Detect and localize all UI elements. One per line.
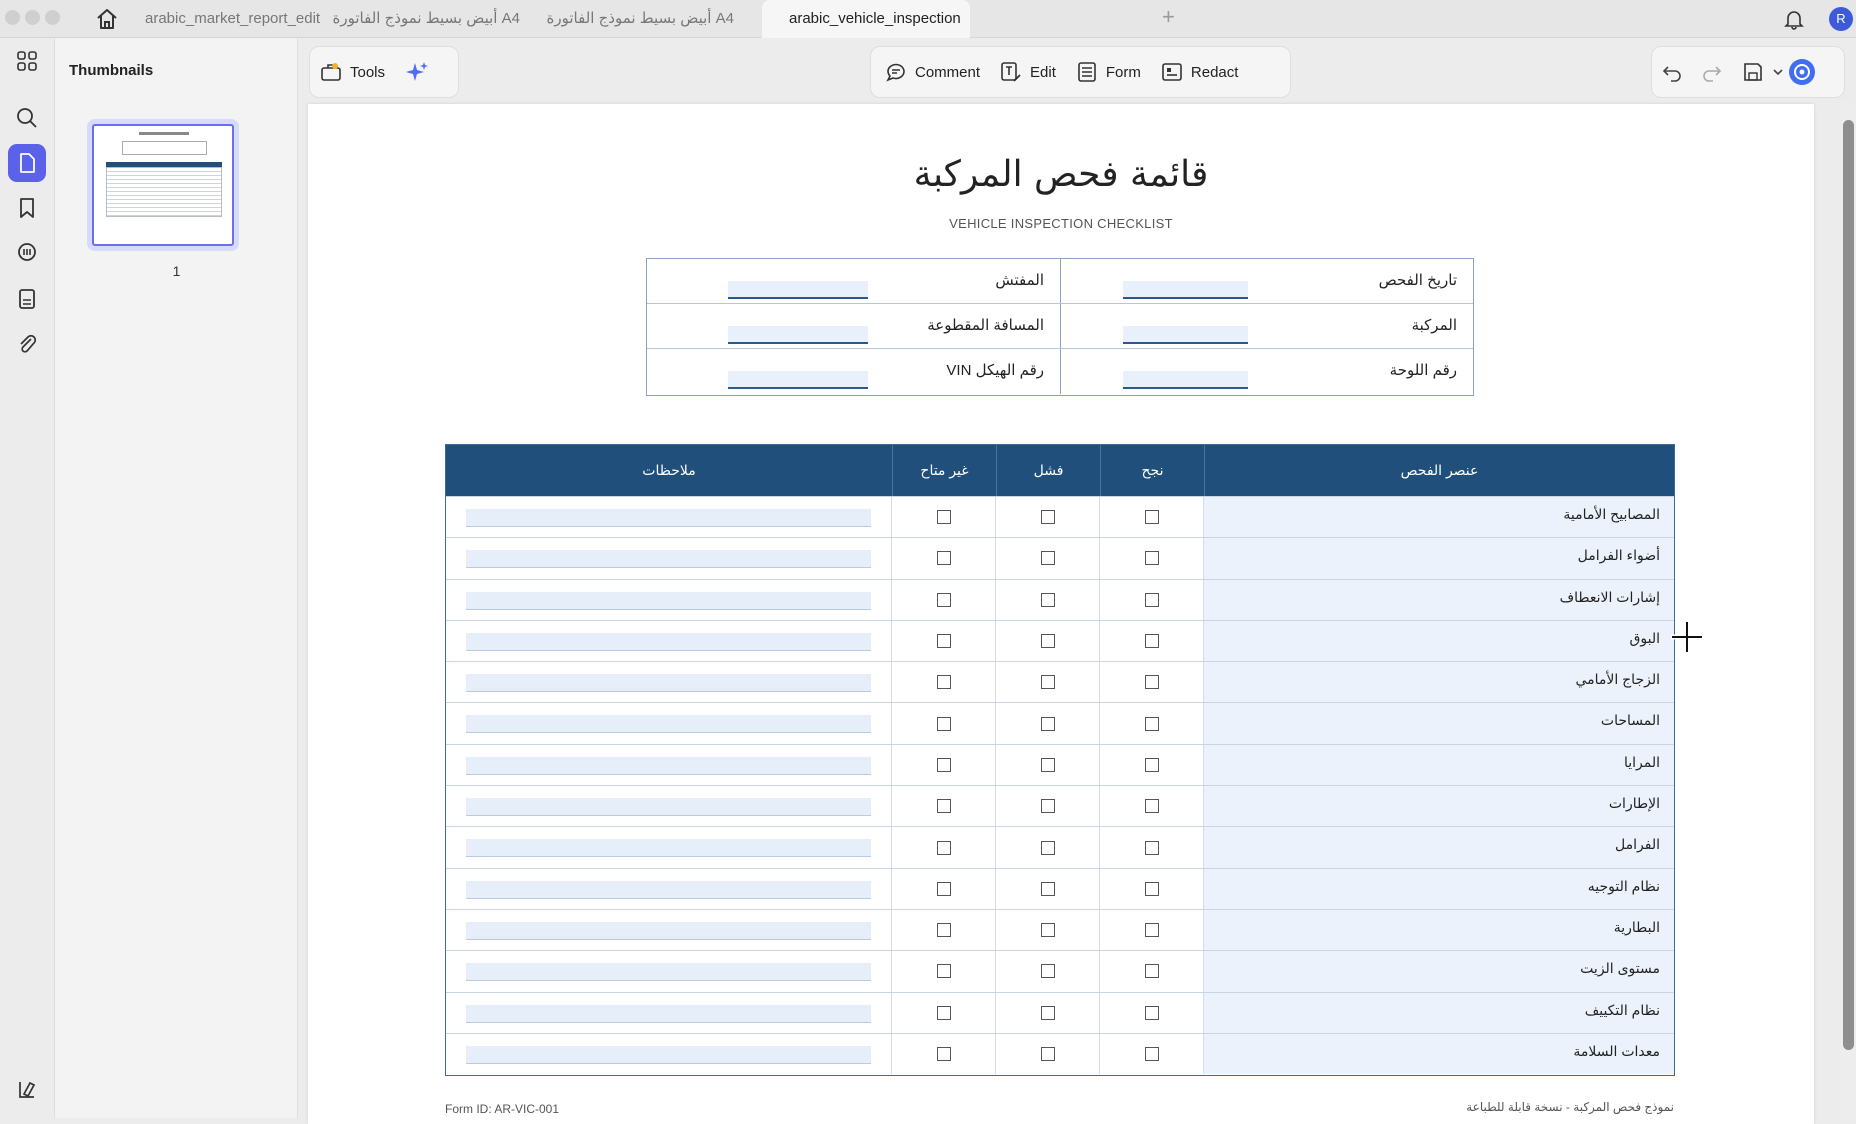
vehicle-field[interactable] xyxy=(1123,326,1248,344)
na-cell xyxy=(892,497,996,537)
item-label: مستوى الزيت xyxy=(1580,960,1660,977)
comment-label: Comment xyxy=(915,63,981,81)
na-cell xyxy=(892,580,996,620)
notes-cell xyxy=(446,703,892,743)
na-cell xyxy=(892,910,996,950)
notes-field[interactable] xyxy=(466,1005,871,1023)
fail-checkbox[interactable] xyxy=(1041,551,1055,565)
item-label: أضواء الفرامل xyxy=(1577,547,1660,564)
minimize-window-button[interactable] xyxy=(25,10,40,25)
fail-cell xyxy=(996,1034,1100,1074)
apps-icon[interactable] xyxy=(8,42,46,80)
na-cell xyxy=(892,869,996,909)
edit-text-icon xyxy=(1000,61,1022,83)
info-label: رقم الهيكل VIN xyxy=(946,362,1044,379)
fail-checkbox[interactable] xyxy=(1041,841,1055,855)
table-row xyxy=(446,992,1674,1033)
na-checkbox[interactable] xyxy=(937,593,951,607)
item-cell xyxy=(1204,910,1674,950)
na-cell xyxy=(892,786,996,826)
pass-checkbox[interactable] xyxy=(1145,1006,1159,1020)
tools-label: Tools xyxy=(350,63,386,81)
na-checkbox[interactable] xyxy=(937,1047,951,1061)
fail-cell xyxy=(996,869,1100,909)
na-cell xyxy=(892,745,996,785)
item-label: البطارية xyxy=(1613,918,1660,935)
notes-field[interactable] xyxy=(466,715,871,733)
page-thumbnail[interactable] xyxy=(87,119,239,251)
item-label: الفرامل xyxy=(1615,836,1660,853)
table-row xyxy=(446,744,1674,785)
info-label: المفتش xyxy=(995,272,1044,289)
avatar[interactable]: R xyxy=(1829,7,1853,31)
fail-checkbox[interactable] xyxy=(1041,758,1055,772)
fail-checkbox[interactable] xyxy=(1041,1006,1055,1020)
na-cell xyxy=(892,538,996,578)
notes-field[interactable] xyxy=(466,963,871,981)
pass-checkbox[interactable] xyxy=(1145,841,1159,855)
info-row xyxy=(647,304,1473,349)
mileage-field[interactable] xyxy=(728,326,868,344)
close-window-button[interactable] xyxy=(5,10,20,25)
pass-cell xyxy=(1100,869,1204,909)
notes-field[interactable] xyxy=(466,798,871,816)
page-subtitle: VEHICLE INSPECTION CHECKLIST xyxy=(949,216,1173,231)
na-checkbox[interactable] xyxy=(937,841,951,855)
thumbnails-panel xyxy=(55,38,298,1118)
header-fail: فشل xyxy=(996,445,1100,496)
na-checkbox[interactable] xyxy=(937,510,951,524)
fail-cell xyxy=(996,621,1100,661)
pages-icon[interactable] xyxy=(8,280,46,318)
tab-label: A4 أبيض بسيط نموذج الفاتورة xyxy=(546,10,734,27)
pass-cell xyxy=(1100,993,1204,1033)
notes-cell xyxy=(446,993,892,1033)
pass-cell xyxy=(1100,951,1204,991)
fail-checkbox[interactable] xyxy=(1041,799,1055,813)
table-row xyxy=(446,620,1674,661)
na-checkbox[interactable] xyxy=(937,758,951,772)
item-label: معدات السلامة xyxy=(1573,1042,1660,1059)
document-viewport[interactable] xyxy=(298,102,1856,1118)
table-row xyxy=(446,868,1674,909)
fail-checkbox[interactable] xyxy=(1041,675,1055,689)
notes-cell xyxy=(446,910,892,950)
item-cell xyxy=(1204,703,1674,743)
tab-vehicle-inspection[interactable] xyxy=(762,0,970,38)
redo-button[interactable] xyxy=(1692,52,1732,92)
bookmark-icon[interactable] xyxy=(8,189,46,227)
fail-cell xyxy=(996,786,1100,826)
fail-cell xyxy=(996,538,1100,578)
redo-icon xyxy=(1702,62,1722,82)
crosshair-cursor-icon xyxy=(1670,620,1704,654)
notes-cell xyxy=(446,662,892,702)
fail-cell xyxy=(996,745,1100,785)
history-group xyxy=(1651,46,1845,98)
plate-number-field[interactable] xyxy=(1123,371,1248,389)
notes-cell xyxy=(446,827,892,867)
item-cell xyxy=(1204,662,1674,702)
pass-cell xyxy=(1100,745,1204,785)
notes-field[interactable] xyxy=(466,592,871,610)
edit-label: Edit xyxy=(1030,63,1056,81)
pass-checkbox[interactable] xyxy=(1145,675,1159,689)
item-cell xyxy=(1204,621,1674,661)
save-button[interactable] xyxy=(1732,52,1784,92)
pass-checkbox[interactable] xyxy=(1145,593,1159,607)
fail-checkbox[interactable] xyxy=(1041,882,1055,896)
fail-cell xyxy=(996,662,1100,702)
fail-cell xyxy=(996,951,1100,991)
info-row xyxy=(647,259,1473,304)
scrollbar-thumb[interactable] xyxy=(1843,120,1854,1050)
tab-invoice-1[interactable] xyxy=(332,0,520,38)
comment-button[interactable] xyxy=(875,52,990,92)
notes-cell xyxy=(446,1034,892,1074)
chevron-down-icon[interactable] xyxy=(1772,66,1784,78)
item-cell xyxy=(1204,1034,1674,1074)
item-label: المساحات xyxy=(1600,712,1660,729)
redact-button[interactable] xyxy=(1151,52,1249,92)
pass-checkbox[interactable] xyxy=(1145,964,1159,978)
inspector-field[interactable] xyxy=(728,281,868,299)
home-icon[interactable] xyxy=(94,6,120,32)
notes-field[interactable] xyxy=(466,674,871,692)
na-checkbox[interactable] xyxy=(937,923,951,937)
item-cell xyxy=(1204,497,1674,537)
pass-cell xyxy=(1100,662,1204,702)
notes-field[interactable] xyxy=(466,839,871,857)
info-row xyxy=(647,349,1473,394)
item-label: إشارات الانعطاف xyxy=(1559,588,1660,605)
table-row xyxy=(446,1033,1674,1074)
fail-cell xyxy=(996,703,1100,743)
item-label: نظام التوجيه xyxy=(1587,877,1660,894)
new-tab-icon[interactable]: + xyxy=(1162,4,1175,29)
pass-checkbox[interactable] xyxy=(1145,717,1159,731)
save-icon xyxy=(1742,61,1764,83)
item-cell xyxy=(1204,786,1674,826)
na-checkbox[interactable] xyxy=(937,634,951,648)
pass-cell xyxy=(1100,910,1204,950)
tab-label: arabic_market_report_edit xyxy=(145,10,321,27)
comment-icon xyxy=(885,61,907,83)
thumbnails-title: Thumbnails xyxy=(69,62,154,79)
table-row xyxy=(446,537,1674,578)
info-label: رقم اللوحة xyxy=(1389,362,1457,379)
pass-cell xyxy=(1100,703,1204,743)
pass-cell xyxy=(1100,827,1204,867)
edit-button[interactable] xyxy=(990,52,1066,92)
pass-cell xyxy=(1100,621,1204,661)
fail-checkbox[interactable] xyxy=(1041,923,1055,937)
notes-cell xyxy=(446,745,892,785)
tab-label: A4 أبيض بسيط نموذج الفاتورة xyxy=(332,10,520,27)
fail-checkbox[interactable] xyxy=(1041,717,1055,731)
pass-cell xyxy=(1100,1034,1204,1074)
table-row xyxy=(446,785,1674,826)
form-label: Form xyxy=(1105,63,1141,81)
fail-checkbox[interactable] xyxy=(1041,1047,1055,1061)
pass-checkbox[interactable] xyxy=(1145,551,1159,565)
info-label: تاريخ الفحص xyxy=(1378,272,1457,289)
notes-field[interactable] xyxy=(466,922,871,940)
fail-checkbox[interactable] xyxy=(1041,964,1055,978)
pass-checkbox[interactable] xyxy=(1145,758,1159,772)
item-cell xyxy=(1204,745,1674,785)
pass-checkbox[interactable] xyxy=(1145,799,1159,813)
item-cell xyxy=(1204,869,1674,909)
na-cell xyxy=(892,1034,996,1074)
na-cell xyxy=(892,951,996,991)
info-table xyxy=(646,258,1474,396)
na-checkbox[interactable] xyxy=(937,882,951,896)
sparkle-icon xyxy=(405,60,429,84)
inspection-date-field[interactable] xyxy=(1123,281,1248,299)
title-bar xyxy=(0,0,1856,38)
notes-field[interactable] xyxy=(466,550,871,568)
tools-button[interactable] xyxy=(310,52,395,92)
notes-cell xyxy=(446,538,892,578)
bell-icon[interactable] xyxy=(1783,8,1805,30)
edit-modes-group xyxy=(870,46,1291,98)
notes-cell xyxy=(446,869,892,909)
fail-cell xyxy=(996,497,1100,537)
form-id: Form ID: AR-VIC-001 xyxy=(445,1102,560,1116)
assistant-button[interactable] xyxy=(1784,52,1820,92)
pass-checkbox[interactable] xyxy=(1145,510,1159,524)
pass-checkbox[interactable] xyxy=(1145,882,1159,896)
na-checkbox[interactable] xyxy=(937,551,951,565)
tab-invoice-2[interactable] xyxy=(546,0,734,38)
header-na: غير متاح xyxy=(892,445,996,496)
zoom-window-button[interactable] xyxy=(45,10,60,25)
na-checkbox[interactable] xyxy=(937,675,951,689)
form-icon xyxy=(1076,61,1098,83)
undo-button[interactable] xyxy=(1652,52,1692,92)
page-title: قائمة فحص المركبة xyxy=(913,154,1209,195)
notes-cell xyxy=(446,951,892,991)
comments-icon[interactable] xyxy=(8,234,46,272)
item-label: البوق xyxy=(1629,629,1660,646)
item-label: الإطارات xyxy=(1608,795,1660,812)
undo-icon xyxy=(1662,62,1682,82)
table-row xyxy=(446,579,1674,620)
item-cell xyxy=(1204,993,1674,1033)
item-cell xyxy=(1204,827,1674,867)
na-cell xyxy=(892,827,996,867)
notes-cell xyxy=(446,621,892,661)
table-row xyxy=(446,909,1674,950)
notes-cell xyxy=(446,786,892,826)
library-icon[interactable] xyxy=(8,1070,46,1108)
info-label: المسافة المقطوعة xyxy=(927,317,1044,334)
info-label: المركبة xyxy=(1411,317,1457,334)
pass-cell xyxy=(1100,786,1204,826)
notes-cell xyxy=(446,497,892,537)
fail-cell xyxy=(996,580,1100,620)
na-checkbox[interactable] xyxy=(937,964,951,978)
pass-checkbox[interactable] xyxy=(1145,634,1159,648)
notes-field[interactable] xyxy=(466,633,871,651)
tab-label: arabic_vehicle_inspection xyxy=(789,10,961,27)
pass-cell xyxy=(1100,497,1204,537)
na-cell xyxy=(892,993,996,1033)
pass-cell xyxy=(1100,580,1204,620)
notes-field[interactable] xyxy=(466,1046,871,1064)
table-row xyxy=(446,702,1674,743)
fail-cell xyxy=(996,910,1100,950)
header-item: عنصر الفحص xyxy=(1204,445,1674,496)
search-icon[interactable] xyxy=(8,99,46,137)
pass-checkbox[interactable] xyxy=(1145,1047,1159,1061)
na-checkbox[interactable] xyxy=(937,1006,951,1020)
notes-field[interactable] xyxy=(466,881,871,899)
fail-checkbox[interactable] xyxy=(1041,593,1055,607)
form-button[interactable] xyxy=(1066,52,1151,92)
fail-checkbox[interactable] xyxy=(1041,510,1055,524)
assistant-icon xyxy=(1788,58,1816,86)
tab-market-report[interactable] xyxy=(145,0,321,38)
thumbnails-icon[interactable] xyxy=(8,144,46,182)
table-header xyxy=(446,445,1674,496)
item-label: نظام التكييف xyxy=(1584,1001,1660,1018)
attachment-icon[interactable] xyxy=(8,325,46,363)
na-checkbox[interactable] xyxy=(937,717,951,731)
na-cell xyxy=(892,662,996,702)
notes-field[interactable] xyxy=(466,757,871,775)
item-label: المصابيح الأمامية xyxy=(1563,506,1660,522)
redact-icon xyxy=(1161,61,1183,83)
checklist-table xyxy=(445,444,1675,1076)
fail-cell xyxy=(996,993,1100,1033)
left-rail xyxy=(0,38,55,1118)
toolbox-icon xyxy=(320,61,342,83)
fail-cell xyxy=(996,827,1100,867)
table-row xyxy=(446,661,1674,702)
item-label: المرايا xyxy=(1623,753,1660,770)
header-pass: نجح xyxy=(1100,445,1204,496)
pass-cell xyxy=(1100,538,1204,578)
table-row xyxy=(446,826,1674,867)
table-row xyxy=(446,496,1674,537)
notes-field[interactable] xyxy=(466,509,871,527)
na-checkbox[interactable] xyxy=(937,799,951,813)
fail-checkbox[interactable] xyxy=(1041,634,1055,648)
pdf-page xyxy=(308,104,1814,1124)
item-cell xyxy=(1204,538,1674,578)
thumbnail-page-number: 1 xyxy=(172,263,181,279)
redact-label: Redact xyxy=(1190,63,1239,81)
na-cell xyxy=(892,621,996,661)
header-notes: ملاحظات xyxy=(642,462,696,478)
item-label: الزجاج الأمامي xyxy=(1575,671,1660,688)
notes-cell xyxy=(446,580,892,620)
vin-field[interactable] xyxy=(728,371,868,389)
item-cell xyxy=(1204,580,1674,620)
tools-group xyxy=(309,46,459,98)
footer-note: نموذج فحص المركبة - نسخة قابلة للطباعة xyxy=(1466,1100,1674,1114)
ai-assistant-button[interactable] xyxy=(395,52,439,92)
pass-checkbox[interactable] xyxy=(1145,923,1159,937)
na-cell xyxy=(892,703,996,743)
item-cell xyxy=(1204,951,1674,991)
table-row xyxy=(446,950,1674,991)
